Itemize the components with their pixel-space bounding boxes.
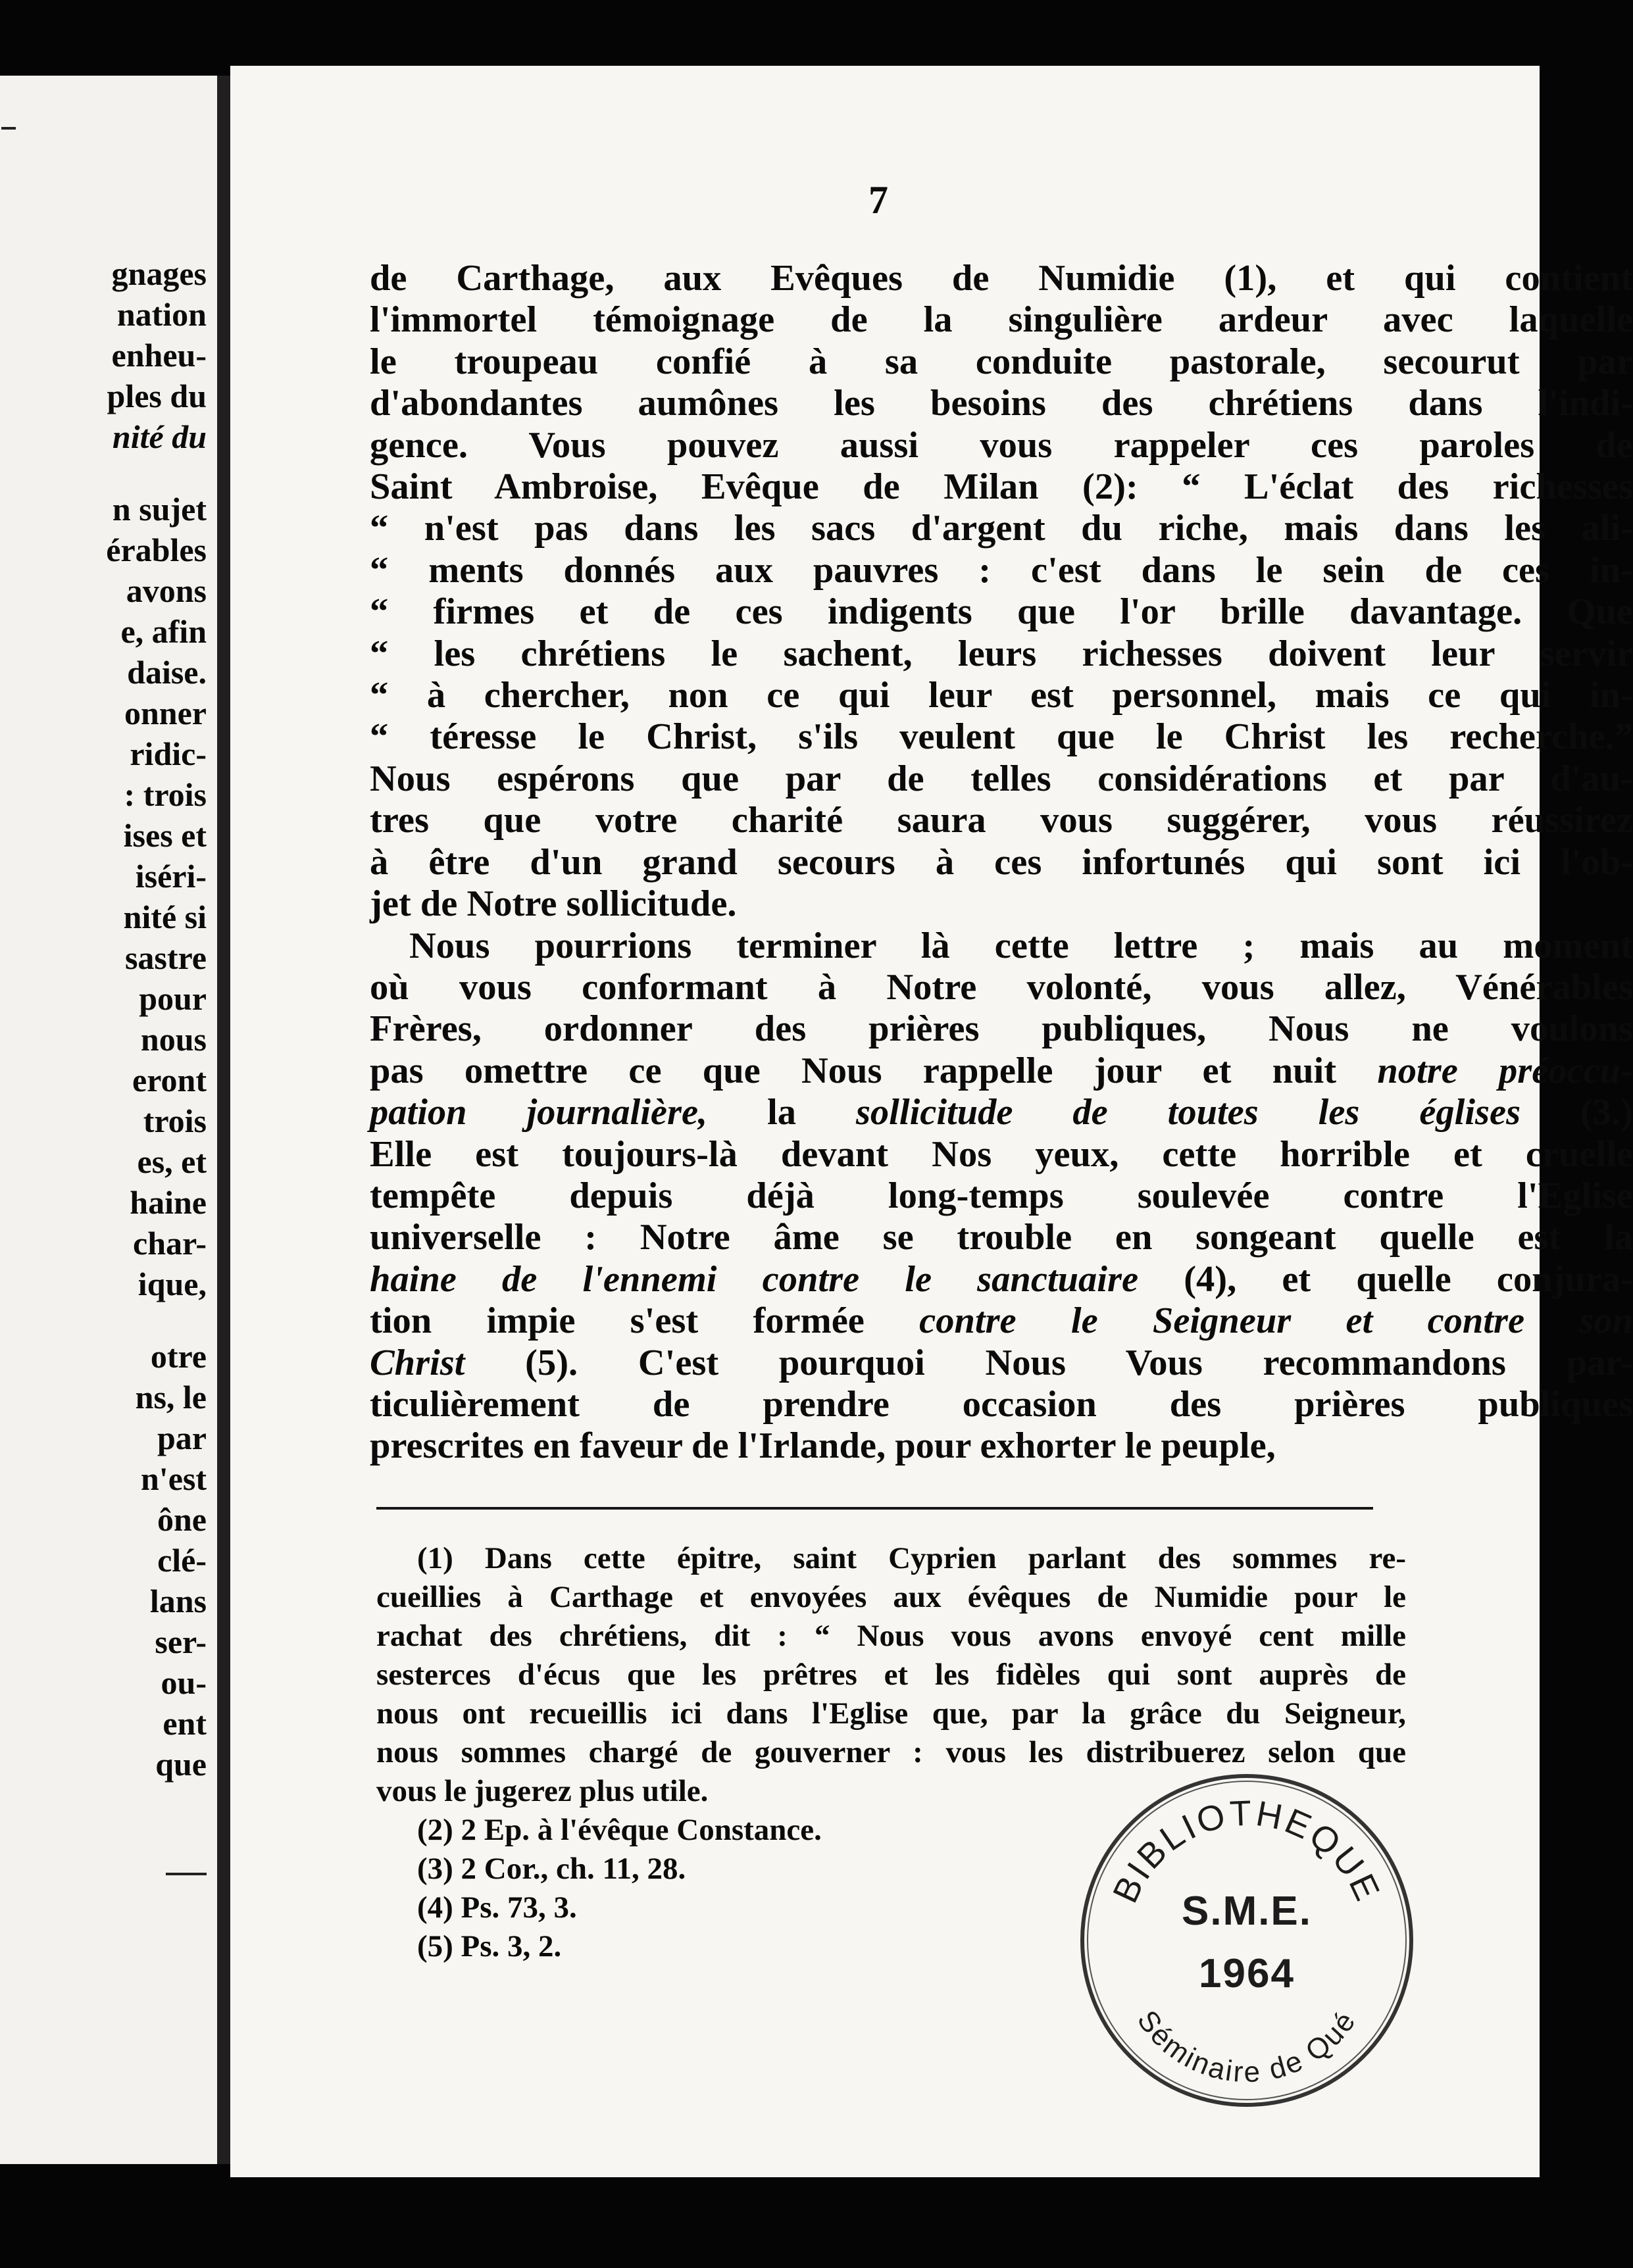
stamp-ring xyxy=(1066,1756,1428,2118)
body-line: prescrites en faveur de l'Irlande, pour exhorter le peuple, xyxy=(370,1425,1276,1467)
body-line-mixed xyxy=(370,1343,1633,1384)
body-text-run: la xyxy=(767,1092,797,1133)
body-line: Nous espérons que par de telles considérations et par d'au- xyxy=(370,758,1633,799)
left-line: nous xyxy=(140,1021,207,1058)
left-facing-page xyxy=(0,76,217,2164)
left-page-bottom-dash xyxy=(166,1873,207,1875)
left-line: : trois xyxy=(124,776,207,813)
body-line: “ à chercher, non ce qui leur est personnel, mais ce qui in- xyxy=(370,675,1633,716)
left-line: ns, le xyxy=(135,1379,207,1416)
left-line: ent xyxy=(163,1705,207,1742)
body-line: l'immortel témoignage de la singulière ardeur avec laquelle xyxy=(370,299,1633,341)
left-line: érables xyxy=(106,531,207,568)
footnote-line: rachat des chrétiens, dit : “ Nous vous avons envoyé cent mille xyxy=(376,1619,1406,1653)
left-line: ples du xyxy=(107,378,207,414)
footnote-ref: (3) 2 Cor., ch. 11, 28. xyxy=(417,1852,686,1886)
footnote-ref: (4) Ps. 73, 3. xyxy=(417,1890,577,1925)
left-line: ises et xyxy=(123,817,207,854)
body-line: d'abondantes aumônes les besoins des chrétiens dans l'indi- xyxy=(370,383,1633,424)
body-line: “ firmes et de ces indigents que l'or brille davantage. Que xyxy=(370,591,1633,633)
body-italic-run: Christ xyxy=(370,1342,465,1383)
body-text xyxy=(370,258,1633,1467)
footnote-line: vous le jugerez plus utile. xyxy=(376,1774,709,1808)
footnote-line: (1) Dans cette épitre, saint Cyprien parlant des sommes re- xyxy=(417,1541,1406,1575)
body-line: tempête depuis déjà long-temps soulevée contre l'Eglise xyxy=(370,1175,1633,1216)
body-line: tres que votre charité saura vous suggérer, vous réussirez xyxy=(370,800,1633,841)
body-line-mixed xyxy=(370,1259,1633,1300)
body-line: “ n'est pas dans les sacs d'argent du riche, mais dans les ali- xyxy=(370,508,1633,549)
body-text-run: (4), et quelle conjura- xyxy=(1184,1258,1633,1300)
footnote-line: nous ont recueillis ici dans l'Eglise que, par la grâce du Seigneur, xyxy=(376,1696,1406,1731)
left-line: otre xyxy=(150,1338,207,1375)
body-line: Elle est toujours-là devant Nos yeux, cette horrible et cruelle xyxy=(370,1133,1633,1175)
left-line: lans xyxy=(149,1583,207,1619)
left-line: n'est xyxy=(141,1460,207,1497)
left-line: enheu- xyxy=(111,337,207,374)
body-text-run: (5). C'est pourquoi Nous Vous recommandons par- xyxy=(525,1342,1633,1383)
page-number: 7 xyxy=(868,178,888,222)
left-page-top-dash xyxy=(1,127,16,130)
footnote-rule xyxy=(376,1507,1373,1510)
stamp-line-1: S.M.E. xyxy=(1181,1888,1313,1934)
body-line-mixed xyxy=(370,1092,1633,1133)
body-italic-run: notre préoccu- xyxy=(1377,1050,1633,1091)
footnote-line: sesterces d'écus que les prêtres et les fidèles qui sont auprès de xyxy=(376,1658,1406,1692)
stamp-line-2: 1964 xyxy=(1199,1951,1295,1996)
body-line: Saint Ambroise, Evêque de Milan (2): “ L'éclat des richesses xyxy=(370,466,1633,508)
left-line: e, afin xyxy=(120,613,207,650)
body-line: “ téresse le Christ, s'ils veulent que le Christ les recherche.” xyxy=(370,716,1633,758)
left-line: haine xyxy=(130,1184,207,1221)
left-line: es, et xyxy=(137,1143,207,1180)
stamp-arc-bottom-text: Séminaire de Qué xyxy=(1130,2004,1363,2089)
body-line: Nous pourrions terminer là cette lettre ; mais au moment xyxy=(409,925,1633,966)
body-line: gence. Vous pouvez aussi vous rappeler ces paroles de xyxy=(370,424,1633,466)
body-line: où vous conformant à Notre volonté, vous allez, Vénérables xyxy=(370,966,1633,1008)
footnote-line: cueillies à Carthage et envoyées aux évêques de Numidie pour le xyxy=(376,1580,1406,1614)
body-line: ticulièrement de prendre occasion des prières publiques xyxy=(370,1383,1633,1425)
body-line: “ ments donnés aux pauvres : c'est dans le sein de ces in- xyxy=(370,549,1633,591)
body-italic-run: contre le Seigneur et contre son xyxy=(919,1300,1633,1342)
left-line-italic: nité du xyxy=(112,418,207,455)
left-line: nation xyxy=(116,296,207,333)
body-line-mixed xyxy=(370,1050,1633,1092)
body-italic-run: pation journalière, xyxy=(370,1092,708,1133)
left-line: char- xyxy=(133,1225,207,1262)
body-line: jet de Notre sollicitude. xyxy=(370,883,737,925)
body-line: à être d'un grand secours à ces infortunés qui sont ici l'ob- xyxy=(370,841,1633,883)
footnote-line: nous sommes chargé de gouverner : vous les distribuerez selon que xyxy=(376,1735,1406,1769)
left-line: ser- xyxy=(155,1623,207,1660)
footnote-ref: (5) Ps. 3, 2. xyxy=(417,1929,562,1963)
left-line: clé- xyxy=(157,1542,207,1579)
body-line: le troupeau confié à sa conduite pastorale, secourut par xyxy=(370,341,1633,382)
footnote-ref: (2) 2 Ep. à l'évêque Constance. xyxy=(417,1813,822,1847)
left-line: nité si xyxy=(123,899,207,935)
body-line: de Carthage, aux Evêques de Numidie (1), et qui contient xyxy=(370,258,1633,299)
body-text-run: pas omettre ce que Nous rappelle jour et nuit xyxy=(370,1050,1337,1091)
left-line: n sujet xyxy=(112,491,207,528)
left-line: pour xyxy=(139,980,207,1017)
body-italic-run: sollicitude de toutes les églises xyxy=(855,1092,1521,1133)
body-line-mixed xyxy=(370,1300,1633,1342)
left-page-text xyxy=(0,253,207,1785)
body-text-run: tion impie s'est formée xyxy=(370,1300,865,1342)
left-line: avons xyxy=(126,572,207,609)
left-line: ique, xyxy=(138,1266,207,1302)
book-gutter xyxy=(217,76,230,2164)
stamp-arc-top-text: BIBLIOTHEQUE xyxy=(1105,1793,1388,1909)
library-stamp xyxy=(1066,1756,1428,2118)
left-line: trois xyxy=(143,1102,207,1139)
body-line: universelle : Notre âme se trouble en songeant quelle est la xyxy=(370,1217,1633,1258)
left-line: ridic- xyxy=(130,735,207,772)
left-line: que xyxy=(155,1746,207,1783)
left-line: gnages xyxy=(111,255,207,292)
body-line: Frères, ordonner des prières publiques, Nous ne voulons xyxy=(370,1008,1633,1050)
left-line: ône xyxy=(157,1501,207,1538)
left-line: sastre xyxy=(124,939,207,976)
body-text-run: (3.) xyxy=(1580,1092,1633,1133)
stamp-arc-bottom xyxy=(1131,2005,1363,2089)
left-line: eront xyxy=(132,1062,207,1098)
body-line: “ les chrétiens le sachent, leurs richesses doivent leur servir xyxy=(370,633,1633,674)
body-italic-run: haine de l'ennemi contre le sanctuaire xyxy=(370,1258,1139,1300)
left-line: onner xyxy=(124,695,207,731)
left-line: par xyxy=(157,1419,207,1456)
left-line: ou- xyxy=(161,1664,207,1701)
left-line: iséri- xyxy=(135,858,207,895)
left-line: daise. xyxy=(127,654,207,691)
